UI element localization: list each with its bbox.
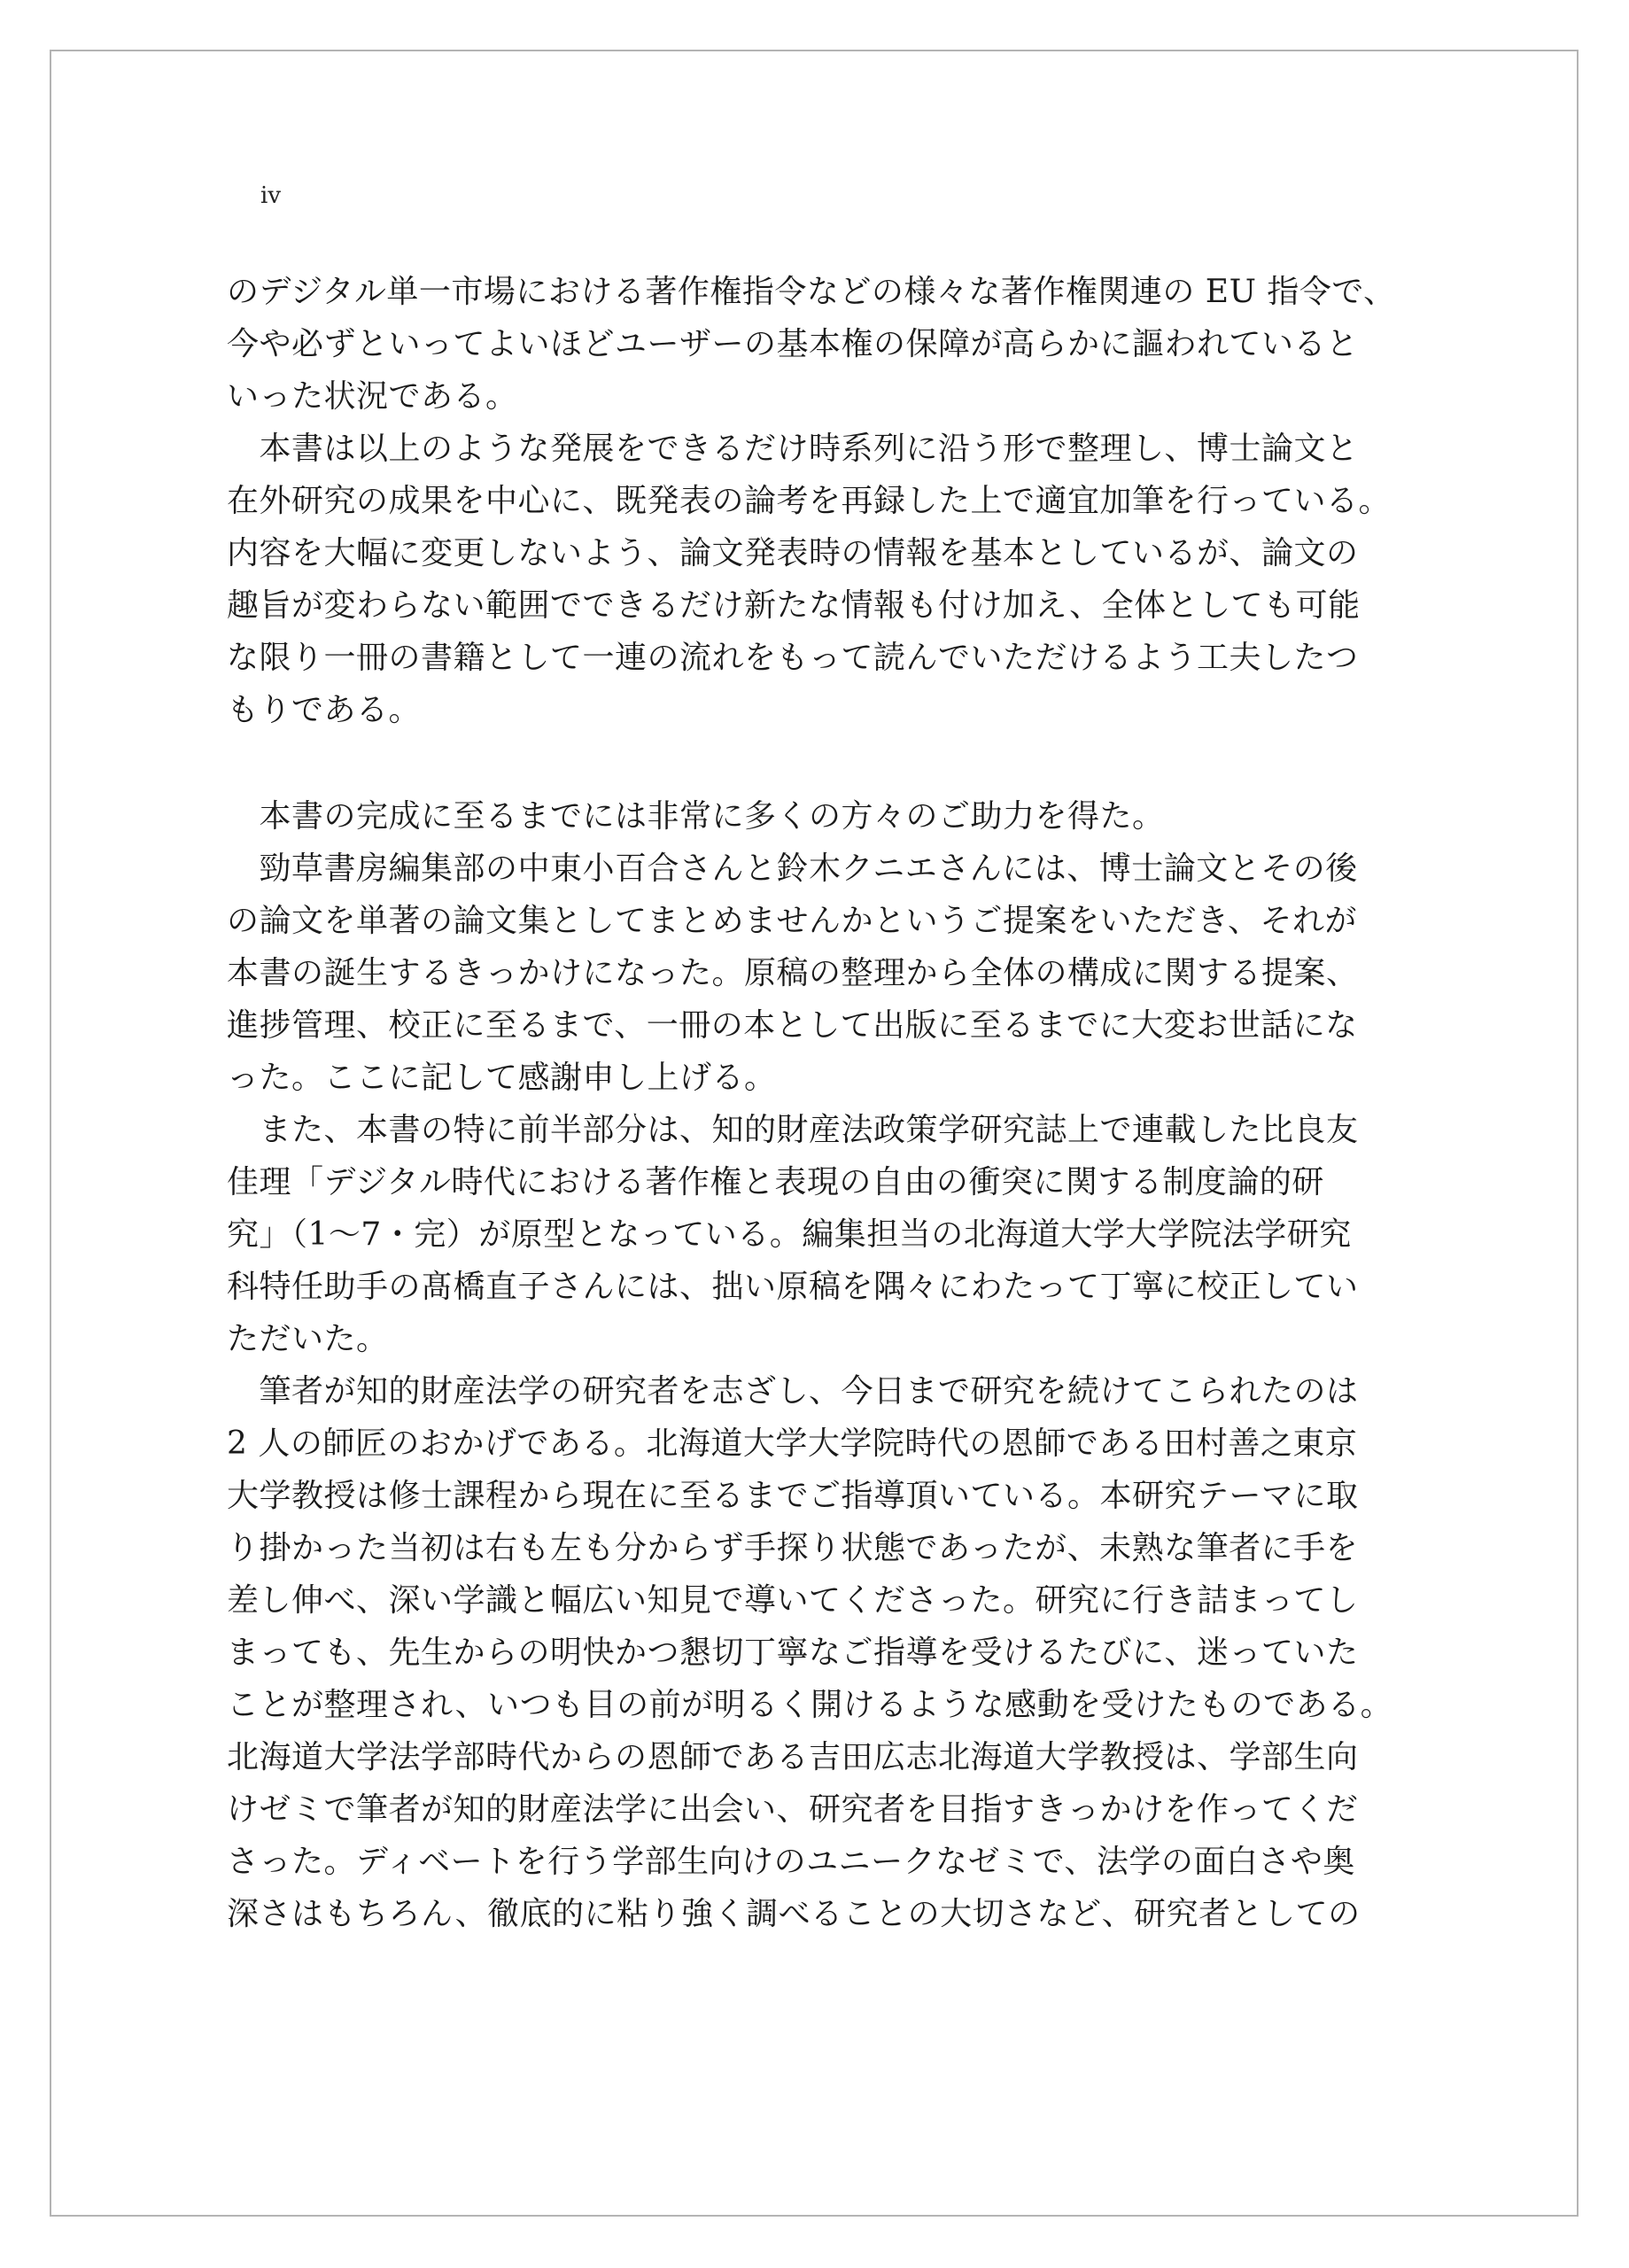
text-line: さった。ディベートを行う学部生向けのユニークなゼミで、法学の面白さや奥 [227,1844,1355,1880]
text-line: 在外研究の成果を中心に、既発表の論考を再録した上で適宜加筆を行っている。 [227,483,1392,519]
text-line: 趣旨が変わらない範囲でできるだけ新たな情報も付け加え、全体としても可能 [227,587,1361,624]
text-line: 内容を大幅に変更しないよう、論文発表時の情報を基本としているが、論文の [227,535,1359,571]
text-line: 進捗管理、校正に至るまで、一冊の本として出版に至るまでに大変お世話にな [227,1007,1358,1044]
text-line: 深さはもちろん、徹底的に粘り強く調べることの大切さなど、研究者としての [227,1896,1361,1932]
text-line: もりである。 [227,692,422,728]
text-line: 本書の誕生するきっかけになった。原稿の整理から全体の構成に関する提案、 [227,955,1359,991]
text-line: な限り一冊の書籍として一連の流れをもって読んでいただけるよう工夫したつ [227,640,1359,676]
body-text [227,266,1414,1940]
text-line: 筆者が知的財産法学の研究者を志ざし、今日まで研究を続けてこられたのは [227,1373,1359,1410]
text-line: 差し伸べ、深い学識と幅広い知見で導いてくださった。研究に行き詰まってし [227,1582,1359,1619]
text-line: のデジタル単一市場における著作権指令などの様々な著作権関連の EU 指令で、 [227,274,1396,310]
text-line: の論文を単著の論文集としてまとめませんかというご提案をいただき、それが [227,903,1358,939]
text-line: 本書の完成に至るまでには非常に多くの方々のご助力を得た。 [227,798,1165,835]
text-line: 勁草書房編集部の中東小百合さんと鈴木クニエさんには、博士論文とその後 [227,850,1358,887]
paragraph-break [227,736,1414,790]
text-line: った。ここに記して感謝申し上げる。 [227,1060,777,1096]
text-line: いった状況である。 [227,378,518,415]
text-line: けゼミで筆者が知的財産法学に出会い、研究者を目指すきっかけを作ってくだ [227,1791,1359,1828]
text-line: 佳理「デジタル時代における著作権と表現の自由の衝突に関する制度論的研 [227,1164,1324,1200]
text-line: 2 人の師匠のおかげである。北海道大学大学院時代の恩師である田村善之東京 [227,1425,1358,1462]
text-line: 究」（1〜7・完）が原型となっている。編集担当の北海道大学大学院法学研究 [227,1216,1352,1253]
text-line: ただいた。 [227,1321,389,1357]
text-line: り掛かった当初は右も左も分からず手探り状態であったが、未熟な筆者に手を [227,1530,1359,1566]
text-line: 北海道大学法学部時代からの恩師である吉田広志北海道大学教授は、学部生向 [227,1739,1359,1775]
text-line: まっても、先生からの明快かつ懇切丁寧なご指導を受けるたびに、迷っていた [227,1635,1359,1671]
text-line: 大学教授は修士課程から現在に至るまでご指導頂いている。本研究テーマに取 [227,1478,1359,1514]
text-line: また、本書の特に前半部分は、知的財産法政策学研究誌上で連載した比良友 [227,1112,1359,1148]
text-line: 科特任助手の髙橋直子さんには、拙い原稿を隅々にわたって丁寧に校正してい [227,1269,1359,1305]
text-line: ことが整理され、いつも目の前が明るく開けるような感動を受けたものである。 [227,1687,1393,1723]
text-line: 本書は以上のような発展をできるだけ時系列に沿う形で整理し、博士論文と [227,431,1359,467]
page-number: iv [260,183,282,209]
text-line: 今や必ずといってよいほどユーザーの基本権の保障が高らかに謳われていると [227,326,1359,362]
